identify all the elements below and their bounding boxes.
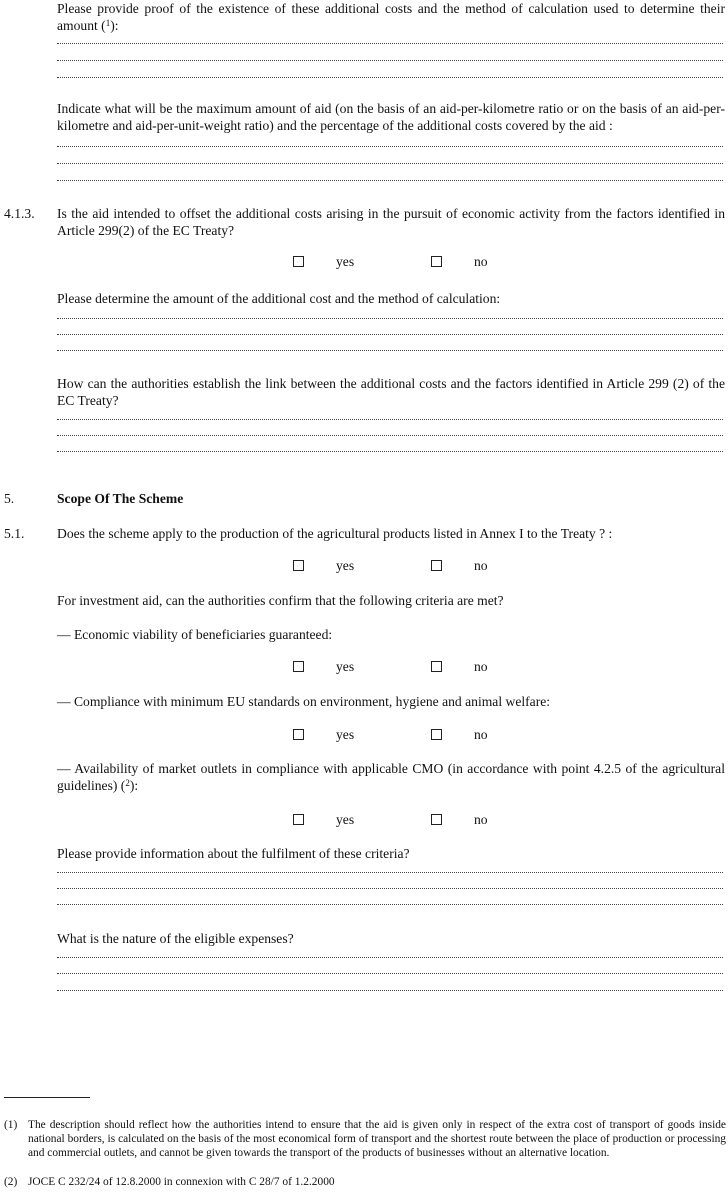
yes-label: yes xyxy=(336,558,355,573)
no-label: no xyxy=(474,659,488,674)
answer-line[interactable] xyxy=(57,990,723,991)
yes-checkbox[interactable] xyxy=(293,661,304,672)
yes-checkbox[interactable] xyxy=(293,256,304,267)
answer-line[interactable] xyxy=(57,419,723,420)
section-5-title: Scope Of The Scheme xyxy=(57,491,184,506)
yes-no-choice xyxy=(0,253,728,270)
max-aid-question: Indicate what will be the maximum amount of aid (on the basis of an aid-per-kilometre ratio or on the basis of an aid-per-kilometre and aid-per-unit-weight ratio) and the percentage of the additional costs covered by the aid : xyxy=(57,101,725,133)
no-checkbox[interactable] xyxy=(431,560,442,571)
answer-line[interactable] xyxy=(57,973,723,974)
no-label: no xyxy=(474,727,488,742)
footnote-separator xyxy=(4,1097,90,1098)
yes-no-choice xyxy=(0,557,728,574)
criterion-economic-viability: — Economic viability of beneficiaries guaranteed: xyxy=(57,627,333,642)
answer-line[interactable] xyxy=(57,350,723,351)
section-4-1-3-question: Is the aid intended to offset the additional costs arising in the pursuit of economic activity from the factors identified in Article 299(2) of the EC Treaty? xyxy=(57,206,725,238)
answer-line[interactable] xyxy=(57,904,723,905)
fulfilment-question: Please provide information about the fulfilment of these criteria? xyxy=(57,846,410,861)
answer-line[interactable] xyxy=(57,163,723,164)
eligible-expenses-question: What is the nature of the eligible expenses? xyxy=(57,931,294,946)
section-number: 5.1. xyxy=(4,526,25,541)
no-label: no xyxy=(474,812,488,827)
footnote-ref-2[interactable]: 2 xyxy=(125,778,130,788)
no-label: no xyxy=(474,558,488,573)
no-checkbox[interactable] xyxy=(431,661,442,672)
yes-label: yes xyxy=(336,812,355,827)
answer-line[interactable] xyxy=(57,180,723,181)
answer-line[interactable] xyxy=(57,77,723,78)
yes-checkbox[interactable] xyxy=(293,560,304,571)
footnote-2-text: JOCE C 232/24 of 12.8.2000 in connexion with C 28/7 of 1.2.2000 xyxy=(28,1176,335,1188)
yes-label: yes xyxy=(336,659,355,674)
footnote-2-ref: (2) xyxy=(4,1176,18,1188)
footnote-2 xyxy=(4,1175,726,1189)
yes-checkbox[interactable] xyxy=(293,729,304,740)
answer-line[interactable] xyxy=(57,957,723,958)
yes-checkbox[interactable] xyxy=(293,814,304,825)
link-question: How can the authorities establish the link between the additional costs and the factors identified in Article 299 (2) of the EC Treaty? xyxy=(57,376,725,408)
no-checkbox[interactable] xyxy=(431,729,442,740)
criterion-eu-standards: — Compliance with minimum EU standards on environment, hygiene and animal welfare: xyxy=(57,694,551,709)
answer-line[interactable] xyxy=(57,60,723,61)
yes-no-choice xyxy=(0,811,728,828)
footnote-1 xyxy=(4,1118,726,1160)
footnote-1-text: The description should reflect how the authorities intend to ensure that the aid is given only in respect of the extra cost of transport of goods inside national borders, is calculated on the basis of the most economical form of transport and the shortest route between the place of production or processing and commercial outlets, and cannot be given towards the transport of the products of businesses without an alternative location. xyxy=(28,1119,726,1159)
answer-line[interactable] xyxy=(57,888,723,889)
yes-no-choice xyxy=(0,658,728,675)
footnote-1-ref: (1) xyxy=(4,1119,18,1131)
answer-line[interactable] xyxy=(57,318,723,319)
answer-line[interactable] xyxy=(57,451,723,452)
section-number: 5. xyxy=(4,491,15,506)
no-checkbox[interactable] xyxy=(431,256,442,267)
yes-no-choice xyxy=(0,726,728,743)
no-checkbox[interactable] xyxy=(431,814,442,825)
investment-question: For investment aid, can the authorities confirm that the following criteria are met? xyxy=(57,593,504,608)
answer-line[interactable] xyxy=(57,43,723,44)
answer-line[interactable] xyxy=(57,435,723,436)
additional-cost-question: Please determine the amount of the additional cost and the method of calculation: xyxy=(57,291,501,306)
no-label: no xyxy=(474,254,488,269)
proof-question: Please provide proof of the existence of these additional costs and the method of calculation used to determine their amount ($^1$): xyxy=(57,1,725,33)
footnote-ref-1[interactable]: 1 xyxy=(105,18,111,28)
answer-line[interactable] xyxy=(57,146,723,147)
yes-label: yes xyxy=(336,727,355,742)
yes-label: yes xyxy=(336,254,355,269)
answer-line[interactable] xyxy=(57,334,723,335)
section-5-1-question: Does the scheme apply to the production of the agricultural products listed in Annex I to the Treaty ? : xyxy=(57,526,613,541)
criterion-market-outlets: — Availability of market outlets in compliance with applicable CMO (in accordance with point 4.2.5 of the agricultural guidelines) ($^2$): xyxy=(57,761,725,793)
answer-line[interactable] xyxy=(57,872,723,873)
section-number: 4.1.3. xyxy=(4,206,35,221)
